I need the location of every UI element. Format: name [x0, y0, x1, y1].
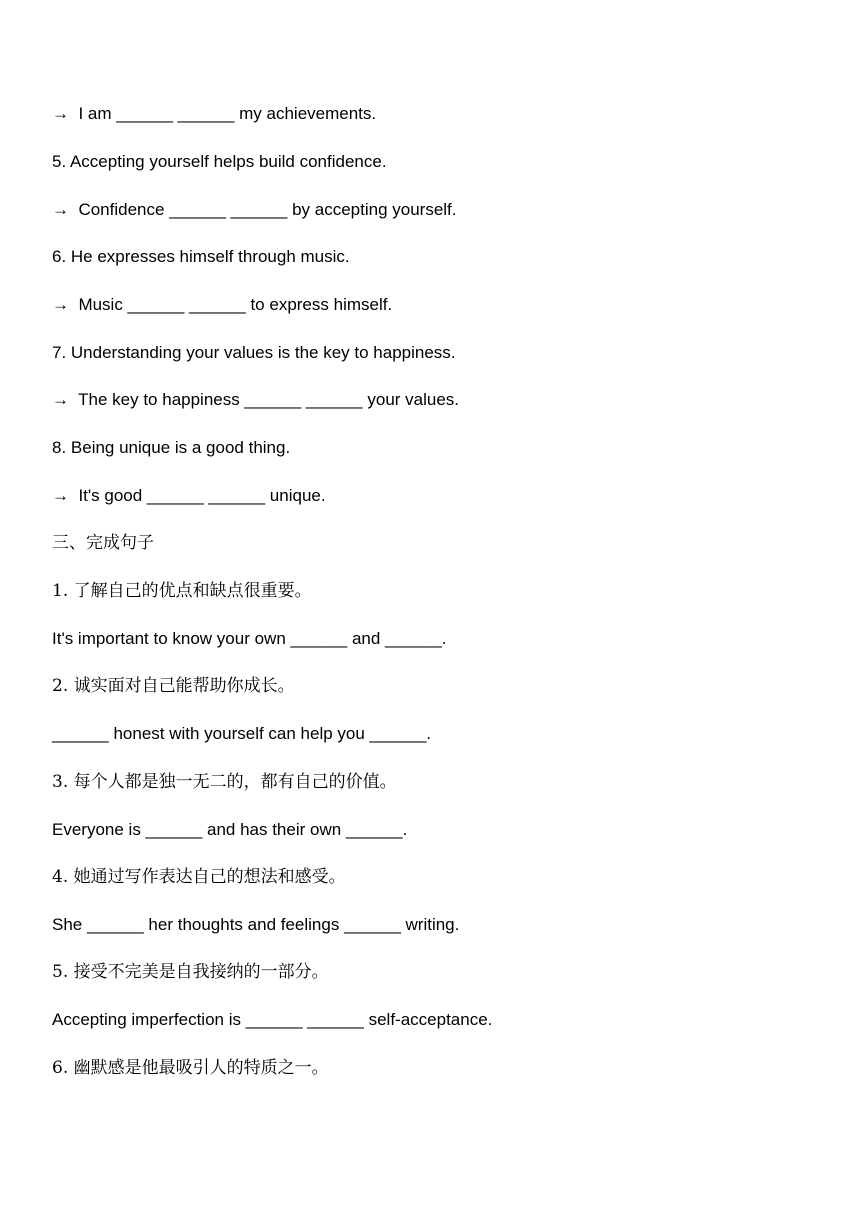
exercise-4-answer-line: → I am ______ ______ my achievements. [52, 104, 377, 123]
document-page [52, 0, 860, 1216]
exercise-7-sentence: 7. Understanding your values is the key to happiness. [52, 343, 456, 362]
exercise-5-answer-line: → Confidence ______ ______ by accepting yourself. [52, 200, 457, 219]
exercise-5-sentence: 5. Accepting yourself helps build confidence. [52, 152, 387, 171]
completion-1-prompt: 1. 了解自己的优点和缺点很重要。 [52, 581, 312, 601]
completion-5-prompt: 5. 接受不完美是自我接纳的一部分。 [52, 962, 329, 982]
completion-2-prompt: 2. 诚实面对自己能帮助你成长。 [52, 676, 295, 696]
completion-4-sentence: She ______ her thoughts and feelings ______ writing. [52, 915, 460, 934]
exercise-8-sentence: 8. Being unique is a good thing. [52, 438, 291, 457]
completion-4-prompt: 4. 她通过写作表达自己的想法和感受。 [52, 867, 346, 887]
completion-1-sentence: It's important to know your own ______ and ______. [52, 629, 447, 648]
completion-6-prompt: 6. 幽默感是他最吸引人的特质之一。 [52, 1058, 329, 1078]
section-heading: 三、完成句子 [52, 533, 154, 553]
completion-2-sentence: ______ honest with yourself can help you ______. [52, 724, 431, 743]
exercise-6-sentence: 6. He expresses himself through music. [52, 247, 350, 266]
exercise-8-answer-line: → It's good ______ ______ unique. [52, 486, 326, 505]
completion-3-sentence: Everyone is ______ and has their own ______. [52, 820, 408, 839]
completion-5-sentence: Accepting imperfection is ______ ______ self-acceptance. [52, 1010, 493, 1029]
completion-3-prompt: 3. 每个人都是独一无二的，都有自己的价值。 [52, 772, 397, 792]
exercise-6-answer-line: → Music ______ ______ to express himself. [52, 295, 393, 314]
exercise-7-answer-line: → The key to happiness ______ ______ your values. [52, 390, 460, 409]
